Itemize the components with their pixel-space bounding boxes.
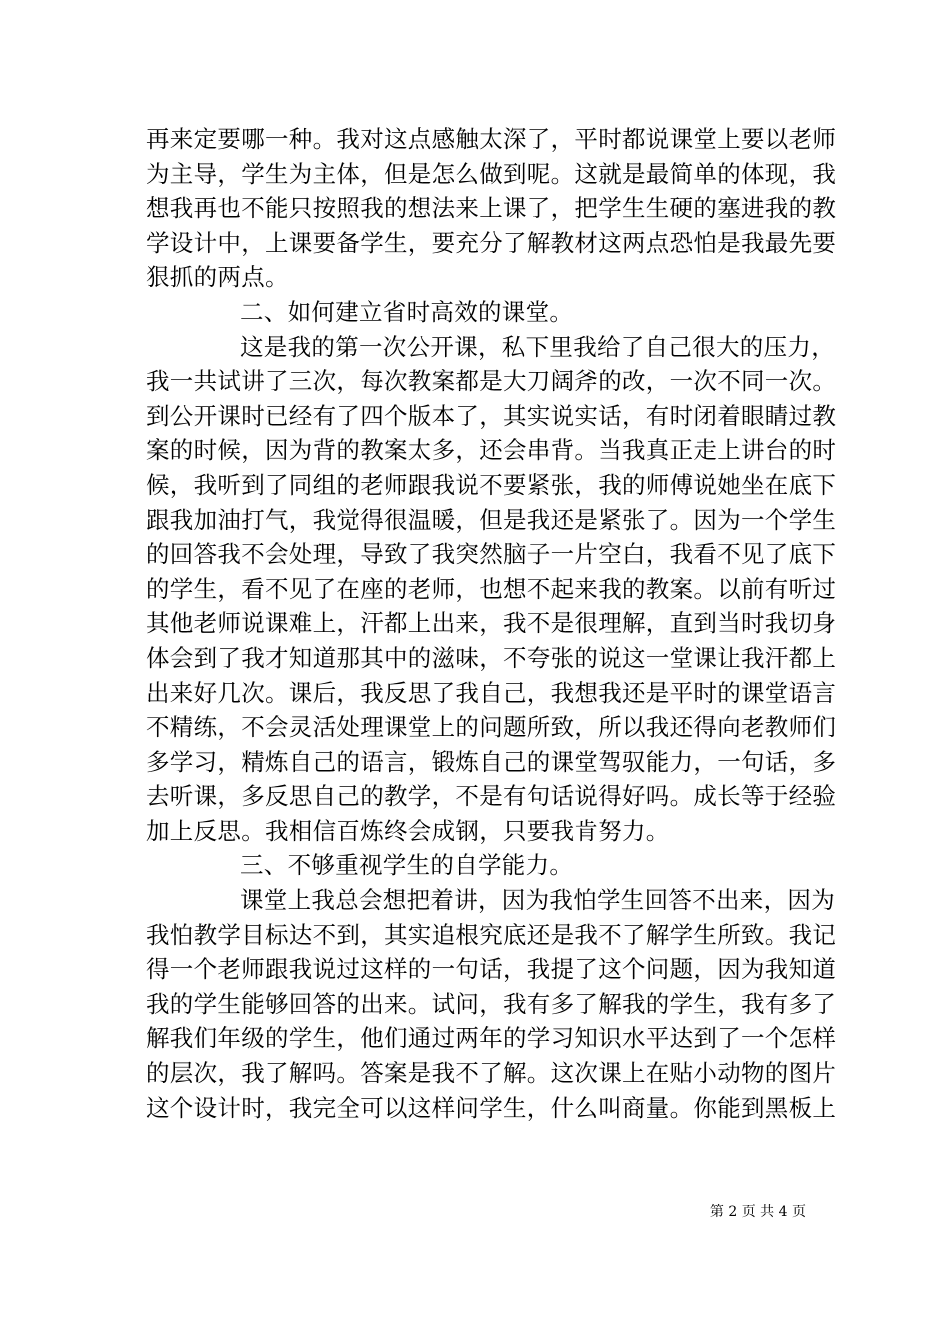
text-line: 体会到了我才知道那其中的滋味，不夸张的说这一堂课让我汗都上 bbox=[146, 643, 837, 672]
text-line: 的学生，看不见了在座的老师，也想不起来我的教案。以前有听过 bbox=[146, 574, 837, 603]
text-line: 跟我加油打气，我觉得很温暖，但是我还是紧张了。因为一个学生 bbox=[146, 505, 837, 534]
text-line: 不精练，不会灵活处理课堂上的问题所致，所以我还得向老教师们 bbox=[146, 713, 837, 742]
text-line: 解我们年级的学生，他们通过两年的学习知识水平达到了一个怎样 bbox=[146, 1024, 837, 1053]
text-line: 再来定要哪一种。我对这点感触太深了，平时都说课堂上要以老师 bbox=[146, 125, 837, 153]
text-line: 这个设计时，我完全可以这样问学生，什么叫商量。你能到黑板上 bbox=[146, 1093, 837, 1122]
text-line: 学设计中，上课要备学生，要充分了解教材这两点恐怕是我最先要 bbox=[146, 228, 837, 257]
text-line: 得一个老师跟我说过这样的一句话，我提了这个问题，因为我知道 bbox=[146, 955, 837, 984]
text-line: 想我再也不能只按照我的想法来上课了，把学生生硬的塞进我的教 bbox=[146, 194, 837, 223]
text-line: 候，我听到了同组的老师跟我说不要紧张，我的师傅说她坐在底下 bbox=[146, 470, 837, 499]
text-line: 其他老师说课难上，汗都上出来，我不是很理解，直到当时我切身 bbox=[146, 609, 837, 638]
text-line: 课堂上我总会想把着讲，因为我怕学生回答不出来，因为 bbox=[240, 886, 835, 915]
text-line: 为主导，学生为主体，但是怎么做到呢。这就是最简单的体现，我 bbox=[146, 159, 837, 188]
text-line: 我怕教学目标达不到，其实追根究底还是我不了解学生所致。我记 bbox=[146, 920, 837, 949]
section-heading: 三、不够重视学生的自学能力。 bbox=[240, 851, 574, 880]
page-number-footer: 第 2 页 共 4 页 bbox=[709, 1204, 806, 1220]
text-line: 去听课，多反思自己的教学，不是有句话说得好吗。成长等于经验 bbox=[146, 782, 837, 811]
text-line: 狠抓的两点。 bbox=[146, 263, 289, 292]
text-line: 的回答我不会处理，导致了我突然脑子一片空白，我看不见了底下 bbox=[146, 540, 837, 569]
section-heading: 二、如何建立省时高效的课堂。 bbox=[240, 297, 574, 326]
text-line: 案的时候，因为背的教案太多，还会串背。当我真正走上讲台的时 bbox=[146, 436, 837, 465]
text-line: 到公开课时已经有了四个版本了，其实说实话，有时闭着眼睛过教 bbox=[146, 401, 837, 430]
text-line: 加上反思。我相信百炼终会成钢，只要我肯努力。 bbox=[146, 816, 670, 845]
text-line: 的层次，我了解吗。答案是我不了解。这次课上在贴小动物的图片 bbox=[146, 1059, 837, 1088]
text-line: 我的学生能够回答的出来。试问，我有多了解我的学生，我有多了 bbox=[146, 989, 837, 1018]
text-line: 这是我的第一次公开课，私下里我给了自己很大的压力， bbox=[240, 332, 835, 361]
text-line: 出来好几次。课后，我反思了我自己，我想我还是平时的课堂语言 bbox=[146, 678, 837, 707]
text-line: 多学习，精炼自己的语言，锻炼自己的课堂驾驭能力，一句话，多 bbox=[146, 747, 837, 776]
body-text bbox=[146, 122, 837, 1125]
text-line: 我一共试讲了三次，每次教案都是大刀阔斧的改，一次不同一次。 bbox=[146, 367, 837, 396]
